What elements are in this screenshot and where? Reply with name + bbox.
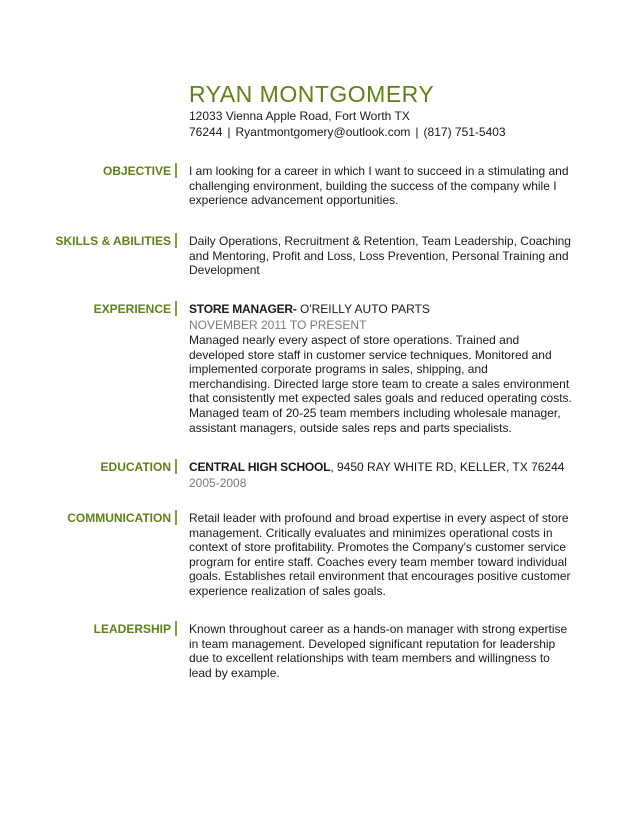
school-address: , 9450 RAY WHITE RD, KELLER, TX 76244 (330, 460, 565, 474)
education-content (189, 459, 572, 491)
section-label-communication: COMMUNICATION (67, 511, 171, 525)
contact-line (189, 124, 609, 140)
education-heading (189, 459, 572, 475)
email: Ryantmontgomery@outlook.com (235, 125, 411, 139)
separator: | (415, 125, 419, 139)
section-divider (175, 459, 177, 474)
section-label-skills: SKILLS & ABILITIES (55, 234, 171, 248)
resume-header (189, 80, 609, 140)
address-line: 12033 Vienna Apple Road, Fort Worth TX (189, 109, 410, 123)
communication-text: Retail leader with profound and broad expertise in every aspect of store management. Critically evaluates and minimizes operational costs in context of store profitability. Promotes the Company's customer service program for entire staff. Coaches every team member toward individual goals. Establishes retail environment that encourages positive customer experience realization of sales goals. (189, 511, 571, 598)
job-heading (189, 301, 572, 317)
section-label-education: EDUCATION (100, 460, 171, 474)
section-divider (175, 301, 177, 316)
section-divider (175, 163, 177, 178)
education-dates: 2005-2008 (189, 476, 247, 490)
zip-code: 76244 (189, 125, 223, 139)
separator: | (227, 125, 231, 139)
job-title: STORE MANAGER- (189, 302, 297, 316)
section-divider (175, 621, 177, 636)
section-label-leadership: LEADERSHIP (93, 622, 171, 636)
section-label-experience: EXPERIENCE (93, 302, 171, 316)
experience-content (189, 301, 572, 435)
skills-text: Daily Operations, Recruitment & Retention, Team Leadership, Coaching and Mentoring, Profit and Loss, Loss Prevention, Personal Training and Development (189, 234, 571, 278)
school-name: CENTRAL HIGH SCHOOL (189, 460, 331, 474)
objective-text: I am looking for a career in which I want to succeed in a stimulating and challenging environment, building the success of the company while I experience advancement opportunities. (189, 164, 569, 208)
job-company: O'REILLY AUTO PARTS (296, 302, 430, 316)
phone: (817) 751-5403 (423, 125, 506, 139)
section-divider (175, 510, 177, 525)
section-label-objective: OBJECTIVE (102, 164, 171, 178)
section-divider (175, 233, 177, 248)
candidate-name: RYAN MONTGOMERY (189, 81, 435, 107)
job-dates: NOVEMBER 2011 TO PRESENT (189, 318, 367, 332)
leadership-text: Known throughout career as a hands-on manager with strong expertise in team management. Developed significant reputation for leadership due to excellent relationships with team members and willingness to lead by example. (189, 622, 568, 680)
job-description: Managed nearly every aspect of store operations. Trained and developed store staff in customer service techniques. Monitored and implemented corporate programs in sales, shipping, and merchandising. Directed large store team to create a sales environment that consistently met expected sales goals and reduced operating costs. Managed team of 20-25 team members including wholesale manager, assistant managers, outside sales reps and parts specialists. (189, 333, 572, 435)
